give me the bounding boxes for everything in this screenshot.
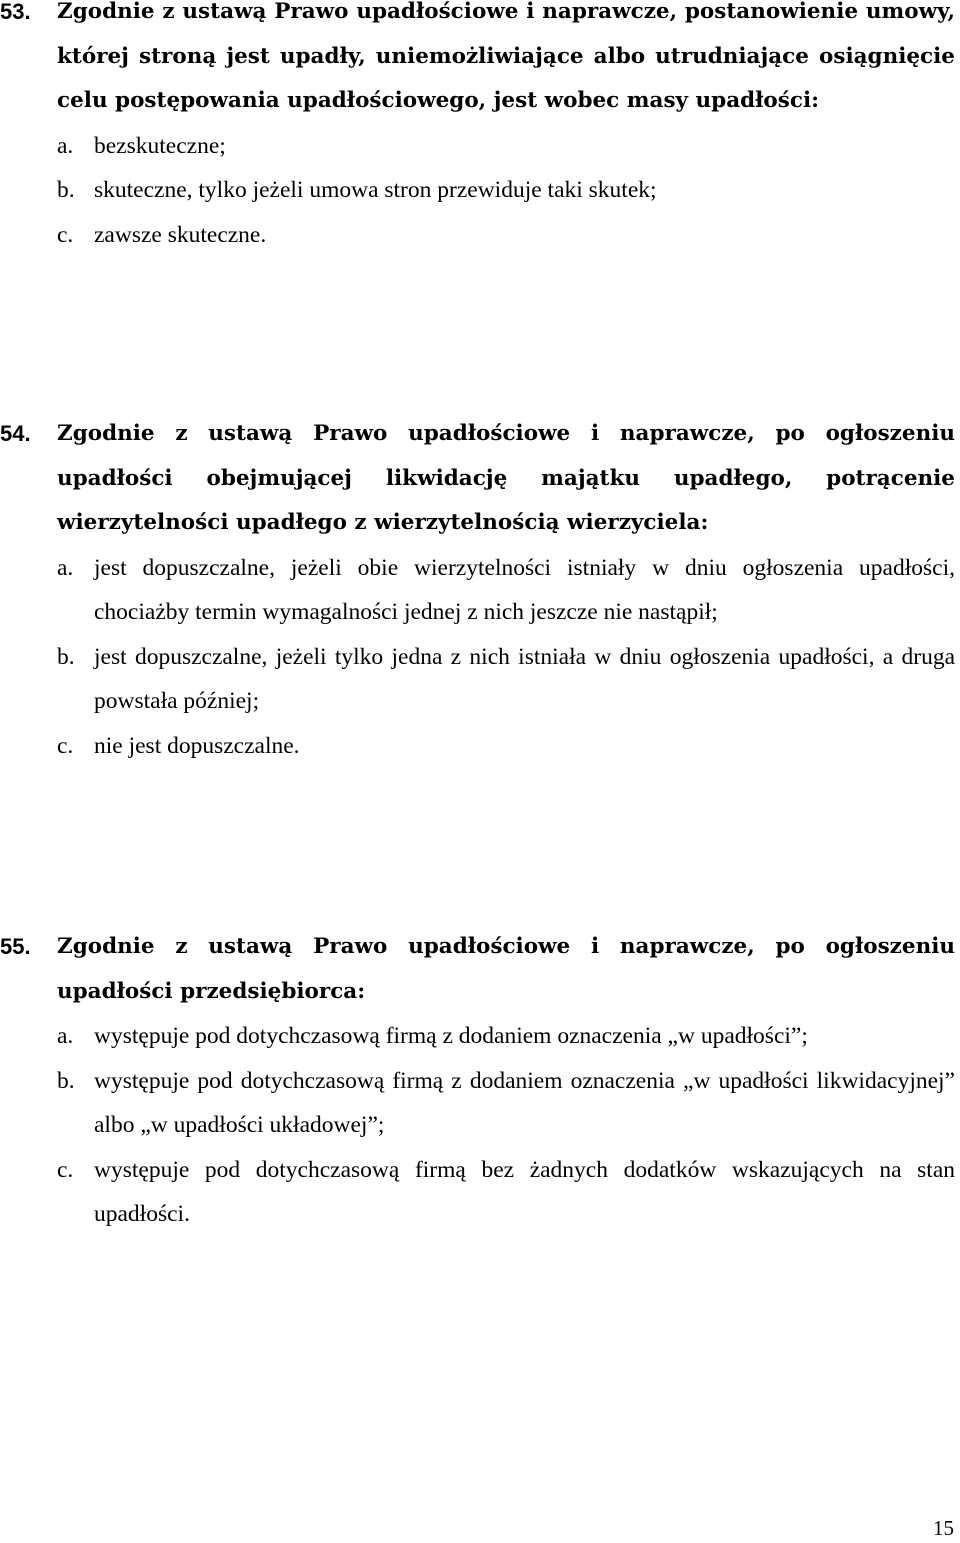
question-text: Zgodnie z ustawą Prawo upadłościowe i naprawcze, po ogłoszeniu upadłości przedsiębiorca: — [57, 934, 955, 1004]
question-number: 53. — [0, 0, 31, 24]
option-letter: a. — [57, 1023, 74, 1049]
question-55 — [0, 925, 960, 1237]
answer-option-a — [0, 124, 960, 169]
question-number: 55. — [0, 934, 31, 959]
option-text: występuje pod dotychczasową firmą z dodaniem oznaczenia „w upadłości”; — [94, 1023, 808, 1049]
option-text: występuje pod dotychczasową firmą bez żadnych dodatków wskazujących na stan upadłości. — [94, 1156, 955, 1227]
option-text: skuteczne, tylko jeżeli umowa stron przewiduje taki skutek; — [94, 177, 657, 203]
question-stem — [0, 925, 960, 1014]
question-54 — [0, 412, 960, 768]
answer-option-b — [0, 635, 960, 724]
page-number: 15 — [933, 1516, 954, 1540]
option-letter: b. — [57, 1067, 75, 1094]
option-letter: c. — [57, 221, 74, 248]
option-letter: c. — [57, 732, 74, 759]
option-text: występuje pod dotychczasową firmą z dodaniem oznaczenia „w upadłości likwidacyjnej” albo „w upadłości układowej”; — [94, 1067, 955, 1138]
option-letter: c. — [57, 1156, 74, 1183]
answer-option-a — [0, 1014, 960, 1059]
answer-option-a — [0, 546, 960, 635]
question-text: Zgodnie z ustawą Prawo upadłościowe i naprawcze, postanowienie umowy, której stroną jest upadły, uniemożliwiające albo utrudniające osiągnięcie celu postępowania upadłościowego, jest wobec masy upadłości: — [57, 0, 955, 113]
option-text: nie jest dopuszczalne. — [94, 732, 300, 759]
option-letter: a. — [57, 554, 74, 581]
question-number: 54. — [0, 421, 31, 446]
answer-option-b — [0, 168, 960, 213]
option-letter: b. — [57, 643, 75, 670]
answer-option-c — [0, 724, 960, 769]
question-53 — [0, 0, 960, 257]
answer-option-c — [0, 1148, 960, 1237]
option-letter: b. — [57, 177, 75, 203]
question-text: Zgodnie z ustawą Prawo upadłościowe i naprawcze, po ogłoszeniu upadłości obejmującej likwidację majątku upadłego, potrącenie wierzytelności upadłego z wierzytelnością wierzyciela: — [57, 421, 955, 535]
option-text: bezskuteczne; — [94, 132, 226, 159]
answer-option-b — [0, 1059, 960, 1148]
question-stem — [0, 0, 960, 124]
question-stem — [0, 412, 960, 546]
option-text: jest dopuszczalne, jeżeli obie wierzytelności istniały w dniu ogłoszenia upadłości, chociażby termin wymagalności jednej z nich jeszcze nie nastąpił; — [94, 554, 955, 625]
option-letter: a. — [57, 132, 74, 159]
answer-option-c — [0, 213, 960, 258]
option-text: jest dopuszczalne, jeżeli tylko jedna z nich istniała w dniu ogłoszenia upadłości, a druga powstała później; — [94, 643, 955, 714]
option-text: zawsze skuteczne. — [94, 221, 267, 248]
